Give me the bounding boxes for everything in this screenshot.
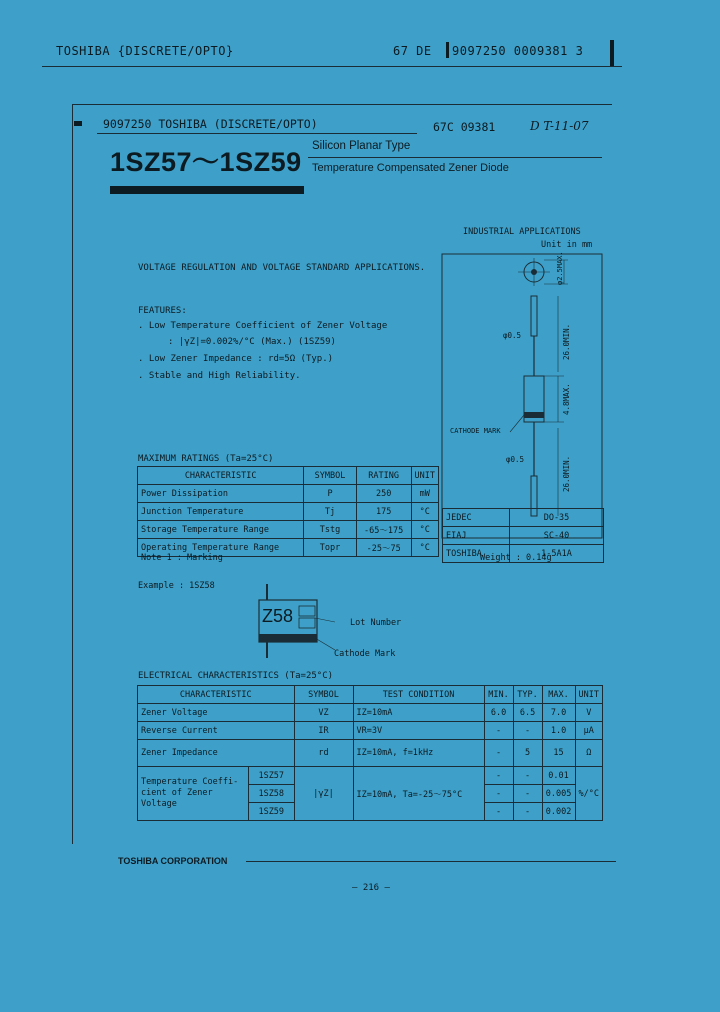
cell: -	[513, 767, 542, 785]
unit-label: Unit in mm	[541, 240, 593, 250]
dim-end-diameter: φ2.5MAX.	[556, 251, 564, 285]
pkg-key: EIAJ	[443, 527, 510, 545]
cell: |γZ|	[294, 767, 353, 821]
cathode-mark-label-2: Cathode Mark	[334, 649, 396, 659]
application-text: VOLTAGE REGULATION AND VOLTAGE STANDARD APPLICATIONS.	[138, 263, 426, 273]
lot-number-label: Lot Number	[350, 618, 402, 628]
sub-header-mid: 67C 09381	[433, 120, 496, 134]
cell: V	[575, 704, 602, 722]
cell: Operating Temperature Range	[138, 539, 304, 557]
tc-label-line: cient of Zener	[141, 788, 213, 798]
cell: 1SZ59	[249, 803, 295, 821]
cell: Reverse Current	[138, 722, 295, 740]
cell: 6.5	[513, 704, 542, 722]
table-row	[138, 767, 603, 785]
cell: rd	[294, 740, 353, 767]
table-row	[138, 722, 603, 740]
col-header: TYP.	[513, 686, 542, 704]
cell: 0.01	[542, 767, 575, 785]
dim-top-lead-dia: φ0.5	[503, 331, 522, 340]
cell: -25～75	[356, 539, 411, 557]
elec-heading: ELECTRICAL CHARACTERISTICS (Ta=25°C)	[138, 671, 334, 681]
cell: Ω	[575, 740, 602, 767]
pkg-value: SC-40	[510, 527, 604, 545]
tc-label-cell	[138, 767, 249, 821]
col-header: MAX.	[542, 686, 575, 704]
cell: 0.002	[542, 803, 575, 821]
dim-body-length: 4.8MAX.	[562, 383, 571, 415]
table-row	[443, 527, 604, 545]
cell: -	[513, 722, 542, 740]
cathode-mark-label: CATHODE MARK	[450, 427, 501, 435]
cell: -	[484, 767, 513, 785]
cell: 5	[513, 740, 542, 767]
col-header: SYMBOL	[304, 467, 357, 485]
col-header: UNIT	[575, 686, 602, 704]
pkg-value: 1-5A1A	[510, 545, 604, 563]
cell: VZ	[294, 704, 353, 722]
max-ratings-table	[137, 466, 439, 557]
tc-label-line: Voltage	[141, 799, 177, 809]
header-rule	[42, 66, 622, 67]
feature-item: : |γZ|=0.002%/°C (Max.) (1SZ59)	[168, 337, 336, 347]
elec-table	[137, 685, 603, 821]
part-number-title: 1SZ57～1SZ59	[110, 147, 302, 177]
dim-bottom-lead-length: 26.0MIN.	[562, 455, 571, 492]
pkg-key: TOSHIBA	[443, 545, 510, 563]
cell: IZ=10mA, Ta=-25～75°C	[353, 767, 484, 821]
cell: 1SZ57	[249, 767, 295, 785]
cell: Topr	[304, 539, 357, 557]
cell: 7.0	[542, 704, 575, 722]
table-row	[138, 704, 603, 722]
cell: -	[484, 722, 513, 740]
weight-label: Weight : 0.14g	[480, 553, 552, 563]
cell: 250	[356, 485, 411, 503]
col-header: CHARACTERISTIC	[138, 686, 295, 704]
cell: VR=3V	[353, 722, 484, 740]
cell: μA	[575, 722, 602, 740]
cell: Tj	[304, 503, 357, 521]
feature-item: . Stable and High Reliability.	[138, 371, 301, 381]
corporation-label: TOSHIBA CORPORATION	[118, 856, 228, 866]
pkg-value: DO-35	[510, 509, 604, 527]
cell: 175	[356, 503, 411, 521]
cell: mW	[411, 485, 438, 503]
marking-note: Note 1 : Marking	[141, 553, 223, 563]
tc-label-line: Temperature Coeffi-	[141, 777, 239, 787]
sub-header-right: D T-11-07	[530, 119, 589, 133]
cell: Tstg	[304, 521, 357, 539]
subtitle-rule	[308, 157, 602, 158]
subtitle-line2: Temperature Compensated Zener Diode	[312, 162, 509, 174]
cell: Zener Voltage	[138, 704, 295, 722]
col-header: RATING	[356, 467, 411, 485]
table-row	[443, 509, 604, 527]
col-header: TEST CONDITION	[353, 686, 484, 704]
table-header-row	[138, 686, 603, 704]
cell: -	[513, 803, 542, 821]
sub-header-mark	[74, 121, 82, 126]
cell: °C	[411, 539, 438, 557]
cell: IZ=10mA, f=1kHz	[353, 740, 484, 767]
subtitle-line1: Silicon Planar Type	[312, 140, 411, 152]
table-row	[138, 503, 439, 521]
title-underbar	[110, 186, 304, 194]
col-header: MIN.	[484, 686, 513, 704]
cell: %/°C	[575, 767, 602, 821]
pkg-key: JEDEC	[443, 509, 510, 527]
cell: °C	[411, 503, 438, 521]
header-bar-mark	[446, 42, 449, 58]
cell: -65～175	[356, 521, 411, 539]
cell: 6.0	[484, 704, 513, 722]
cell: -	[484, 785, 513, 803]
cell: -	[484, 803, 513, 821]
cell: Zener Impedance	[138, 740, 295, 767]
table-row	[138, 740, 603, 767]
features-heading: FEATURES:	[138, 306, 187, 316]
max-ratings-heading: MAXIMUM RATINGS (Ta=25°C)	[138, 454, 274, 464]
dim-top-lead-length: 26.0MIN.	[562, 323, 571, 360]
cell: 1SZ58	[249, 785, 295, 803]
scan-header-left: TOSHIBA {DISCRETE/OPTO}	[56, 44, 234, 58]
cell: -	[484, 740, 513, 767]
scan-header-code: 67 DE	[393, 44, 432, 58]
cell: °C	[411, 521, 438, 539]
cell: Storage Temperature Range	[138, 521, 304, 539]
cell: P	[304, 485, 357, 503]
footer-rule	[246, 861, 616, 862]
cell: 15	[542, 740, 575, 767]
cell: IR	[294, 722, 353, 740]
col-header: SYMBOL	[294, 686, 353, 704]
header-end-bar	[610, 40, 614, 66]
page-number: — 216 —	[352, 883, 390, 893]
table-header-row	[138, 467, 439, 485]
dim-bottom-lead-dia: φ0.5	[506, 455, 525, 464]
cell: 1.0	[542, 722, 575, 740]
sub-header-left: 9097250 TOSHIBA (DISCRETE/OPTO)	[103, 117, 318, 131]
cell: Power Dissipation	[138, 485, 304, 503]
cell: IZ=10mA	[353, 704, 484, 722]
marking-example: Example : 1SZ58	[138, 581, 215, 591]
col-header: UNIT	[411, 467, 438, 485]
table-row	[138, 485, 439, 503]
marking-code: Z58	[262, 606, 294, 626]
col-header: CHARACTERISTIC	[138, 467, 304, 485]
cell: Junction Temperature	[138, 503, 304, 521]
industrial-label: INDUSTRIAL APPLICATIONS	[463, 227, 581, 237]
cell: 0.005	[542, 785, 575, 803]
sub-header-rule	[97, 133, 417, 134]
cell: -	[513, 785, 542, 803]
table-row	[138, 521, 439, 539]
scan-header-number: 9097250 0009381 3	[452, 44, 584, 58]
diode-outline-drawing	[440, 252, 606, 542]
feature-item: . Low Temperature Coefficient of Zener Voltage	[138, 321, 388, 331]
feature-item: . Low Zener Impedance : rd=5Ω (Typ.)	[138, 354, 334, 364]
